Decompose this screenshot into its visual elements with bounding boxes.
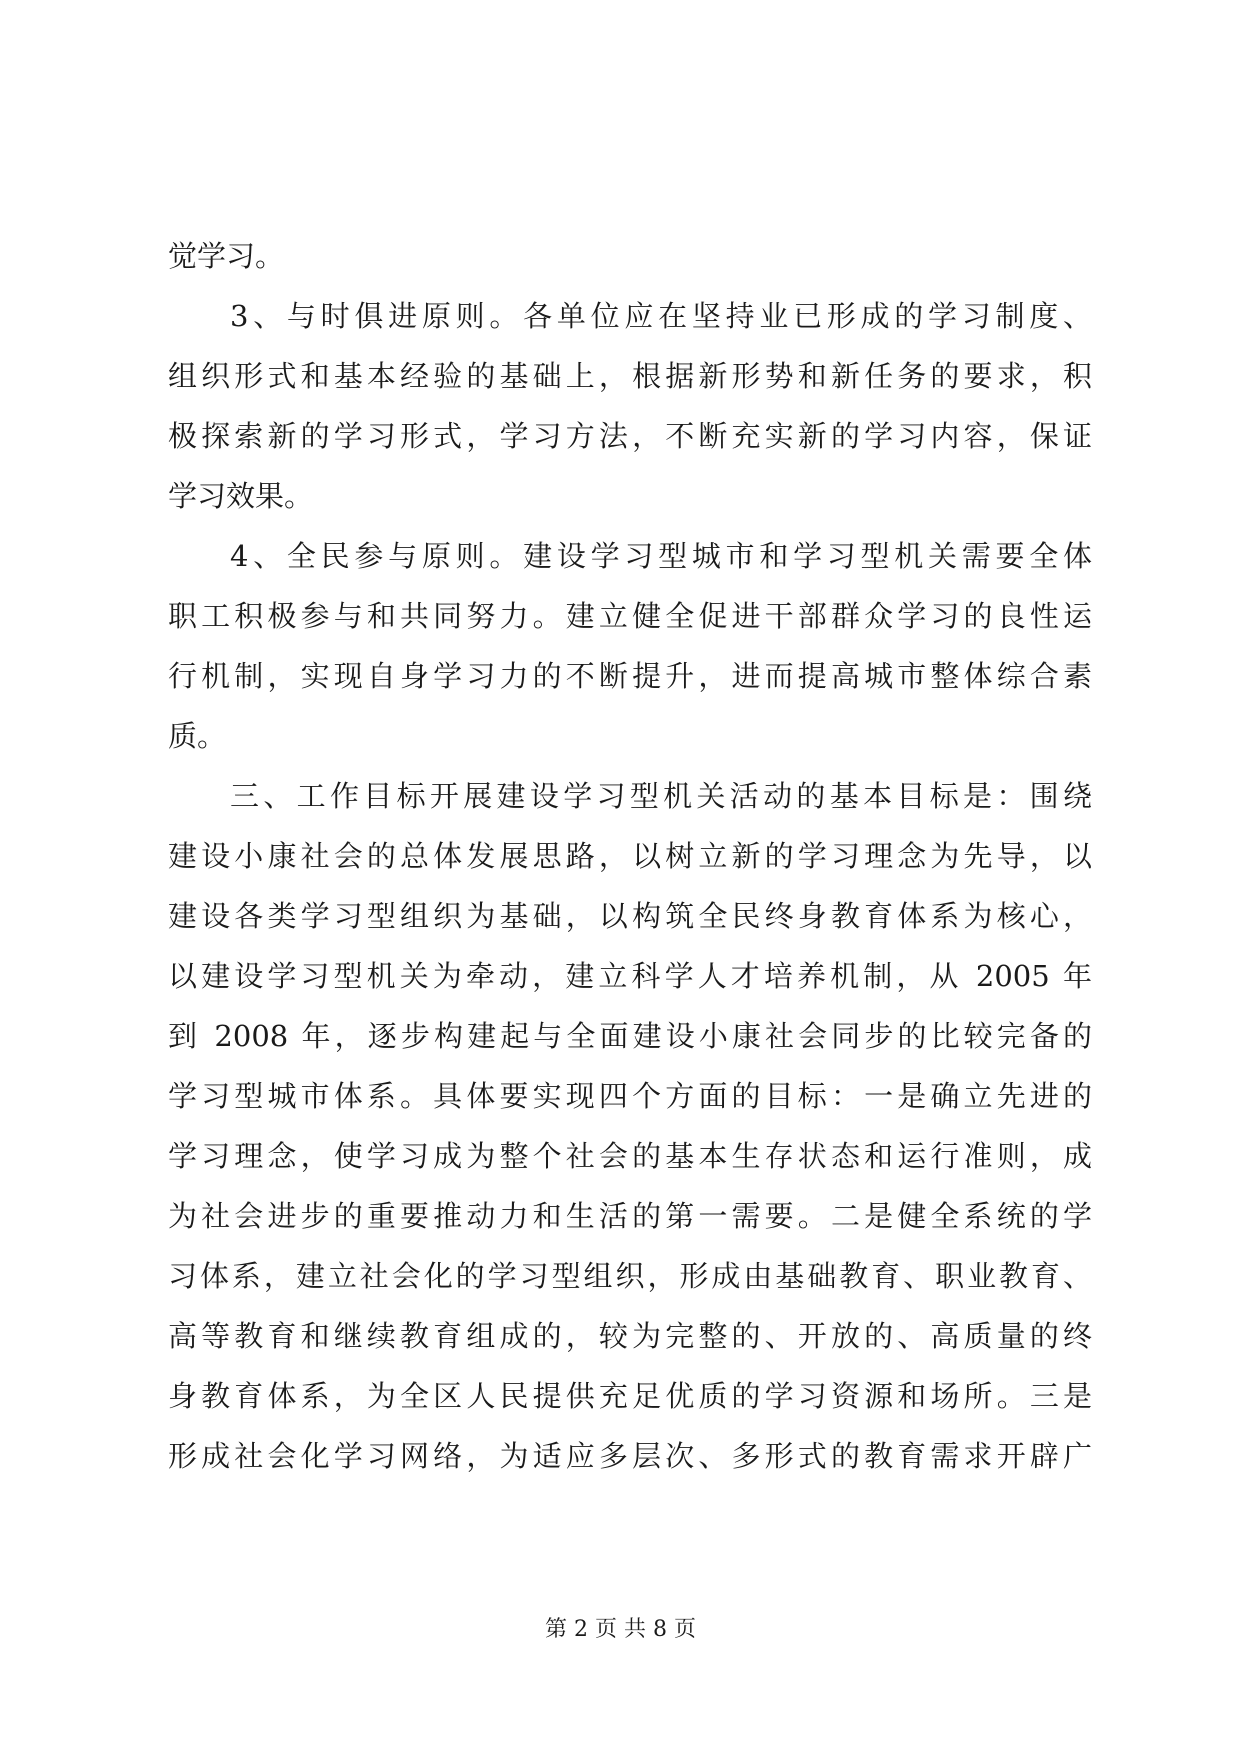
text-line: 建设各类学习型组织为基础，以构筑全民终身教育体系为核心， bbox=[168, 899, 1092, 933]
paragraph bbox=[168, 226, 1092, 286]
text-line: 学习型城市体系。具体要实现四个方面的目标：一是确立先进的 bbox=[168, 1079, 1092, 1113]
page-footer: 第 2 页 共 8 页 bbox=[545, 1617, 696, 1642]
text-line: 为社会进步的重要推动力和生活的第一需要。二是健全系统的学 bbox=[168, 1199, 1092, 1233]
paragraph bbox=[168, 286, 1092, 526]
text-line: 学习理念，使学习成为整个社会的基本生存状态和运行准则，成 bbox=[168, 1139, 1092, 1173]
text-line: 极探索新的学习形式，学习方法，不断充实新的学习内容，保证 bbox=[168, 419, 1092, 453]
text-line: 以建设学习型机关为牵动，建立科学人才培养机制，从 2005 年 bbox=[168, 959, 1092, 993]
paragraph bbox=[168, 766, 1092, 1486]
text-line: 到 2008 年，逐步构建起与全面建设小康社会同步的比较完备的 bbox=[168, 1019, 1092, 1053]
text-line: 4、全民参与原则。建设学习型城市和学习型机关需要全体 bbox=[230, 539, 1092, 573]
paragraph bbox=[168, 526, 1092, 766]
text-line: 觉学习。 bbox=[168, 239, 285, 273]
text-line: 身教育体系，为全区人民提供充足优质的学习资源和场所。三是 bbox=[168, 1379, 1092, 1413]
text-line: 职工积极参与和共同努力。建立健全促进干部群众学习的良性运 bbox=[168, 599, 1092, 633]
text-line: 形成社会化学习网络，为适应多层次、多形式的教育需求开辟广 bbox=[168, 1439, 1092, 1473]
text-line: 学习效果。 bbox=[168, 479, 314, 513]
text-line: 习体系，建立社会化的学习型组织，形成由基础教育、职业教育、 bbox=[168, 1259, 1092, 1293]
text-line: 建设小康社会的总体发展思路，以树立新的学习理念为先导，以 bbox=[168, 839, 1092, 873]
text-line: 高等教育和继续教育组成的，较为完整的、开放的、高质量的终 bbox=[168, 1319, 1092, 1353]
text-line: 质。 bbox=[168, 719, 227, 753]
text-line: 三、工作目标开展建设学习型机关活动的基本目标是：围绕 bbox=[230, 779, 1092, 813]
text-line: 组织形式和基本经验的基础上，根据新形势和新任务的要求，积 bbox=[168, 359, 1092, 393]
text-line: 3、与时俱进原则。各单位应在坚持业已形成的学习制度、 bbox=[230, 299, 1092, 333]
text-line: 行机制，实现自身学习力的不断提升，进而提高城市整体综合素 bbox=[168, 659, 1092, 693]
body-text bbox=[168, 226, 1092, 1486]
